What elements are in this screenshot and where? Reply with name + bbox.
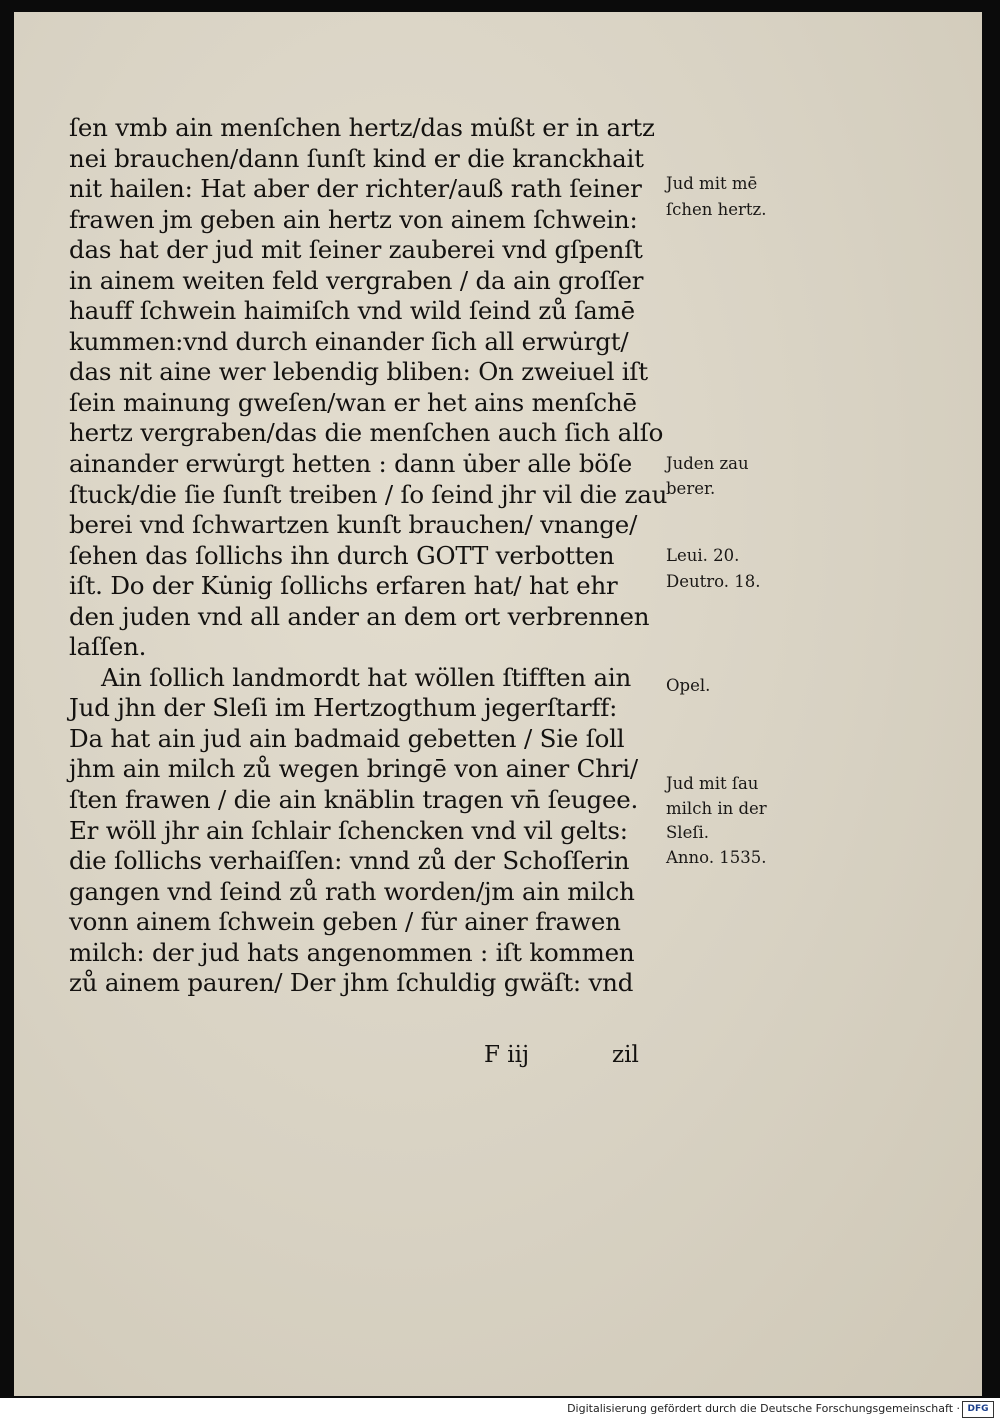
text-line: nit hailen: Hat aber der richter/auß rath ſeiner	[69, 174, 642, 204]
text-line: nei brauchen/dann ſunſt kind er die kranckhait	[69, 143, 644, 173]
text-line: Er wöll jhr ain ſchlair ſchencken vnd vil gelts:	[69, 815, 628, 845]
text-line: laſſen.	[69, 632, 147, 662]
text-line: ſen vmb ain menſchen hertz/das mu̇ßt er in artz	[69, 113, 655, 142]
text-line: ſtuck/die ſie ſunſt treiben / ſo ſeind jhr vil die zau	[69, 479, 668, 509]
text-line: zů ainem pauren/ Der jhm ſchuldig gwäſt: vnd	[69, 968, 634, 998]
funding-notice: Digitalisierung gefördert durch die Deutsche Forschungsgemeinschaft ·	[567, 1402, 960, 1415]
text-line: das nit aine wer lebendig bliben: On zweiuel iſt	[69, 357, 648, 387]
footer-bar	[0, 1398, 1000, 1420]
margin-note: Leui. 20.	[666, 546, 740, 565]
text-line: ſehen das ſollichs ihn durch GOTT verbotten	[69, 540, 615, 570]
text-line: in ainem weiten feld vergraben / da ain groſſer	[69, 265, 644, 295]
text-line: jhm ain milch zů wegen bringē von ainer Chri/	[69, 754, 638, 784]
margin-note: Sleſi.	[666, 823, 709, 842]
margin-note: berer.	[666, 479, 716, 498]
text-line: Da hat ain jud ain badmaid gebetten / Sie ſoll	[69, 723, 625, 753]
text-line: frawen jm geben ain hertz von ainem ſchwein:	[69, 204, 638, 234]
text-line: milch: der jud hats angenommen : iſt kommen	[69, 937, 635, 967]
text-line: ſein mainung gweſen/wan er het ains menſchē	[69, 387, 637, 417]
margin-note: Jud mit mē	[666, 174, 758, 193]
signature-mark: F iij	[484, 1042, 530, 1068]
text-line: Ain ſollich landmordt hat wöllen ſtifften ain	[101, 662, 632, 692]
text-line: ainander erwu̇rgt hetten : dann u̇ber alle böſe	[69, 449, 633, 479]
text-line: vonn ainem ſchwein geben / fu̇r ainer frawen	[69, 907, 621, 937]
margin-note: Juden zau	[666, 454, 749, 473]
book-page	[14, 12, 982, 1396]
text-line: iſt. Do der Ku̇nig ſollichs erfaren hat/ hat ehr	[69, 571, 618, 601]
catchword: zil	[612, 1042, 639, 1068]
text-line: kummen:vnd durch einander ſich all erwu̇rgt/	[69, 326, 629, 356]
margin-note: Deutro. 18.	[666, 572, 761, 591]
margin-note: milch in der	[666, 799, 767, 818]
margin-note: Anno. 1535.	[666, 848, 767, 867]
margin-note: Opel.	[666, 676, 711, 695]
text-line: hertz vergraben/das die menſchen auch ſich alſo	[69, 418, 664, 448]
text-line: ſten frawen / die ain knäblin tragen vn̄ ſeugee.	[69, 785, 639, 815]
text-line: hauff ſchwein haimiſch vnd wild ſeind zů ſamē	[69, 296, 635, 326]
text-line: Jud jhn der Sleſi im Hertzogthum jegerſtarff:	[69, 693, 618, 723]
margin-note: Jud mit ſau	[666, 774, 759, 793]
text-line: berei vnd ſchwartzen kunſt brauchen/ vnange/	[69, 510, 638, 540]
main-text-block	[69, 113, 679, 999]
text-line: den juden vnd all ander an dem ort verbrennen	[69, 601, 650, 631]
text-line: gangen vnd ſeind zů rath worden/jm ain milch	[69, 876, 635, 906]
text-line: die ſollichs verhaiſſen: vnnd zů der Schoſſerin	[69, 846, 630, 876]
dfg-logo-icon: DFG	[962, 1401, 994, 1418]
text-line: das hat der jud mit ſeiner zauberei vnd gſpenſt	[69, 235, 643, 265]
margin-note: ſchen hertz.	[666, 200, 767, 219]
